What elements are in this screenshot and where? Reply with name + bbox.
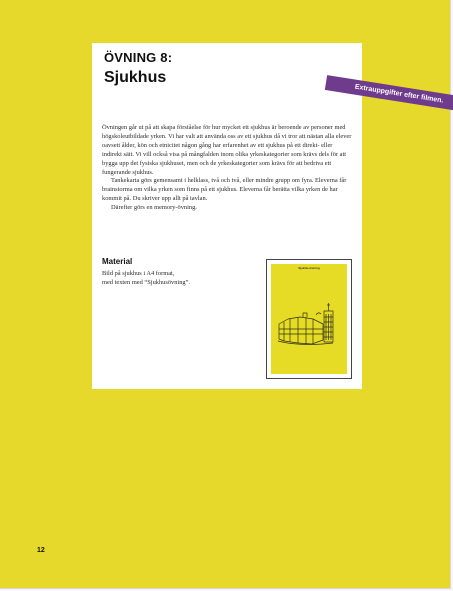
exercise-label: ÖVNING 8: (104, 50, 173, 65)
thumbnail-label: Sjukhusövning (298, 266, 320, 270)
thumbnail-yellow-area (271, 264, 347, 374)
exercise-heading (104, 51, 172, 86)
description-paragraph-2: Tankekarta görs gemensamt i helklass, två och två, eller mindre grupp om fyra. Eleverna får brainstorma om vilka yrken som finns på ett sjukhus. Eleverna får berätta vilka yrken de har kommit på. Du skriver upp allt på tavlan. (102, 177, 347, 203)
exercise-description (102, 124, 352, 213)
material-heading: Material (102, 257, 133, 266)
hospital-sheet-thumbnail (266, 259, 352, 379)
page-number: 12 (37, 547, 45, 554)
description-paragraph-1: Övningen går ut på att skapa förståelse för hur mycket ett sjukhus är beroende av personer med högskoleutbildade yrken. Vi har valt att använda oss av ett sjukhus då vi tror att nästan alla elever oavsett ålder, kön och etnicitet någon gång har erfarenhet av ett sjukhus på ett direkt- eller indirekt sätt. Vi vill också visa på mångfalden inom olika yrkeskategorier som krävs dels för att bygga upp det fysiska sjukhuset, men och de yrkeskategorier som krävs för att bedriva ett fungerande sjukhus. (102, 124, 352, 176)
description-paragraph-3: Därefter görs en memory-övning. (111, 204, 197, 212)
extra-tasks-ribbon: Extrauppgifter efter filmen. (325, 75, 453, 113)
material-line-2: med texten med “Sjukhusövning”. (102, 278, 191, 286)
material-text (102, 270, 252, 287)
exercise-card (92, 43, 444, 389)
material-line-1: Bild på sjukhus i A4 format, (102, 270, 175, 277)
hospital-building-drawing-icon (276, 297, 342, 347)
exercise-title: Sjukhus (104, 69, 167, 86)
